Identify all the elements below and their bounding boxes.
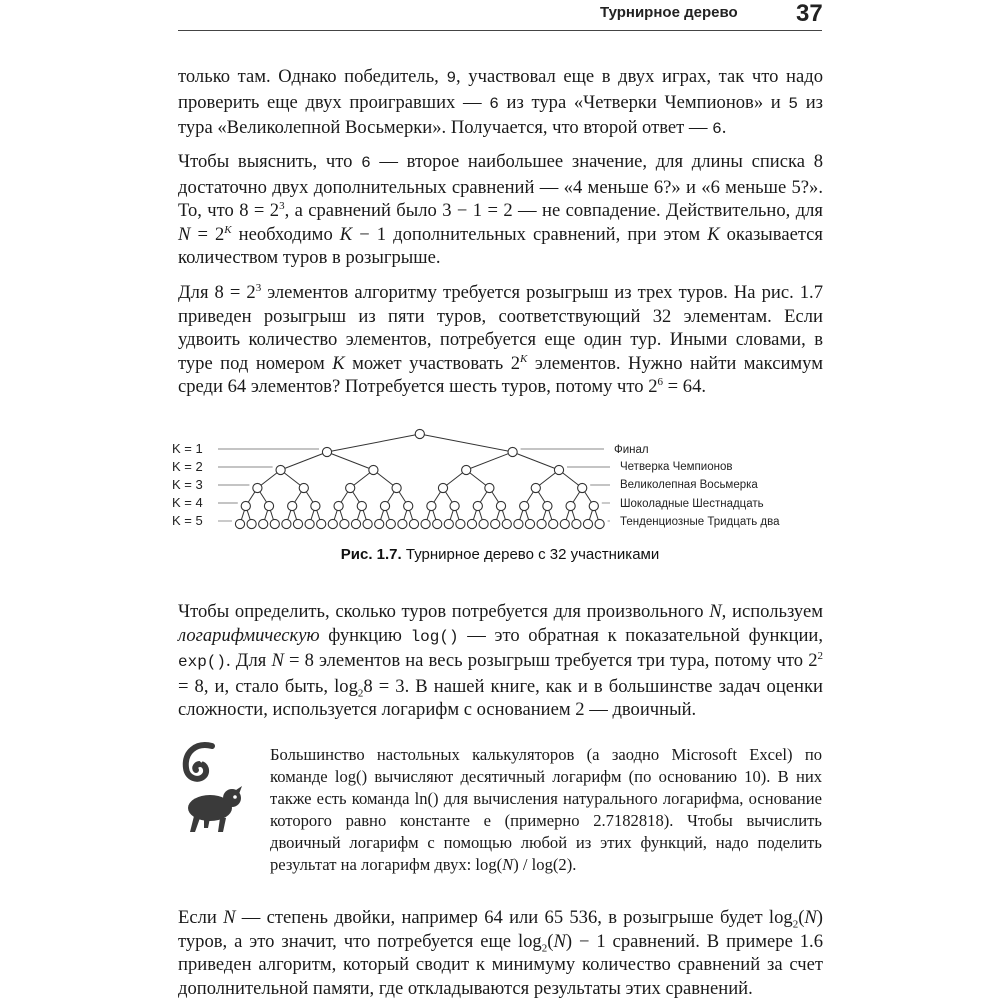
- tree-node: [328, 519, 337, 528]
- figure-caption: Рис. 1.7. Турнирное дерево с 32 участниками: [340, 546, 660, 563]
- tree-node: [543, 501, 552, 510]
- k-label: K = 4: [172, 495, 203, 510]
- tree-node: [427, 501, 436, 510]
- tree-node: [404, 501, 413, 510]
- tree-node: [247, 519, 256, 528]
- k-label: K = 2: [172, 459, 203, 474]
- tree-root-node: [415, 429, 424, 438]
- tree-node: [462, 465, 471, 474]
- tree-node: [473, 501, 482, 510]
- paragraph-2: Чтобы выяснить, что 6 — второе наибольшее значение, для длины списка 8 достаточно двух дополнительных сравнений — «4 меньше 6?» и «6 меньше 5?». То, что $8 = 2^3$, а сравнений было 3 − 1 = 2 — не совпадение. Действительно, для $N = 2^K$ необходимо K − 1 дополнительных сравнений, при этом K оказывается количеством туров в розыгрыше.: [178, 151, 823, 269]
- tree-node: [276, 465, 285, 474]
- round-label: Шоколадные Шестнадцать: [620, 498, 764, 510]
- round-label: Тенденциозные Тридцать два: [620, 516, 780, 528]
- tree-node: [467, 519, 476, 528]
- tree-node: [340, 519, 349, 528]
- paragraph-1: только там. Однако победитель, 9, участвовал еще в двух играх, так что надо проверить еще двух проигравших — 6 из тура «Четверки Чемпионов» и 5 из тура «Великолепной Восьмерки». Получается, что второй ответ — 6.: [178, 66, 824, 139]
- tree-node: [520, 501, 529, 510]
- tree-edge: [327, 434, 420, 452]
- tree-node: [235, 519, 244, 528]
- lemur-note-text: Большинство настольных калькуляторов (а заодно Microsoft Excel) по команде log() вычисляют десятичный логарифм (по основанию 10). В них также есть команда ln() для вычисления натурального логарифма, основание которого равно константе e (примерно 2.7182818). Чтобы вычислить двоичный логарифм с помощью любой из этих функций, надо поделить результат на логарифм двух: log(N) / log(2).: [270, 745, 822, 874]
- tree-node: [589, 501, 598, 510]
- lemur-note-icon: [172, 740, 244, 836]
- tree-node: [369, 465, 378, 474]
- k-label: K = 3: [172, 477, 203, 492]
- tree-node: [293, 519, 302, 528]
- tree-node: [270, 519, 279, 528]
- tree-node: [421, 519, 430, 528]
- tree-node: [346, 483, 355, 492]
- tree-node: [450, 501, 459, 510]
- paragraph-3: Для $8 = 2^3$ элементов алгоритму требуется розыгрыш из трех туров. На рис. 1.7 приведен розыгрыш из пяти туров, соответствующий 32 элементам. Если удвоить количество элементов, потребуется еще один тур. Иными словами, в туре под номером K может участвовать $2^K$ элементов. Нужно найти максимум среди 64 элементов? Потребуется шесть туров, потому что $2^6 = 64$.: [178, 281, 824, 398]
- tree-node: [288, 501, 297, 510]
- tree-edge: [513, 452, 559, 470]
- paragraph-4: Чтобы определить, сколько туров потребуется для произвольного N, используем логарифмическую функцию log() — это обратная к показательной функции, exp(). Для N = 8 элементов на весь розыгрыш требуется три тура, потому что $2^2 = 8$, и, стало быть, $\log_28 = 3$. В нашей книге, как и в большинстве задач оценки сложности, используется логарифм с основанием 2 — двоичный.: [178, 601, 823, 721]
- tree-node: [317, 519, 326, 528]
- tree-node: [259, 519, 268, 528]
- page-number: 37: [796, 0, 823, 27]
- tree-node: [398, 519, 407, 528]
- tree-node: [241, 501, 250, 510]
- tree-node: [322, 447, 331, 456]
- tree-node: [554, 465, 563, 474]
- tree-node: [282, 519, 291, 528]
- tree-node: [357, 501, 366, 510]
- tree-node: [334, 501, 343, 510]
- paragraph-5: Если N — степень двойки, например 64 или 65 536, в розыгрыше будет $\log_2(N)$ туров, а это значит, что потребуется еще $\log_2(N) - 1$ сравнений. В примере 1.6 приведен алгоритм, который сводит к минимуму количество сравнений за счет дополнительной памяти, где откладываются результаты этих сравнений.: [178, 907, 823, 999]
- tournament-tree-figure: [170, 424, 840, 534]
- tree-node: [264, 501, 273, 510]
- tree-node: [380, 501, 389, 510]
- tree-node: [409, 519, 418, 528]
- tree-node: [514, 519, 523, 528]
- k-label: K = 1: [172, 441, 203, 456]
- k-label: K = 5: [172, 513, 203, 528]
- tree-node: [456, 519, 465, 528]
- tree-node: [351, 519, 360, 528]
- tree-node: [583, 519, 592, 528]
- tree-node: [299, 483, 308, 492]
- tree-node: [311, 501, 320, 510]
- round-label: Четверка Чемпионов: [620, 461, 733, 473]
- tree-node: [537, 519, 546, 528]
- tree-node: [485, 483, 494, 492]
- tree-node: [566, 501, 575, 510]
- tree-edge: [327, 452, 373, 470]
- tree-edge: [281, 452, 327, 470]
- tree-node: [375, 519, 384, 528]
- tree-node: [549, 519, 558, 528]
- tree-node: [438, 483, 447, 492]
- tree-node: [392, 483, 401, 492]
- tree-node: [363, 519, 372, 528]
- running-header-title: Турнирное дерево: [600, 4, 738, 21]
- tree-edge: [420, 434, 513, 452]
- tree-node: [305, 519, 314, 528]
- header-rule: [178, 30, 822, 31]
- tree-node: [560, 519, 569, 528]
- tree-node: [508, 447, 517, 456]
- tree-node: [491, 519, 500, 528]
- tree-node: [433, 519, 442, 528]
- tree-node: [572, 519, 581, 528]
- tree-node: [502, 519, 511, 528]
- tree-node: [595, 519, 604, 528]
- tree-node: [386, 519, 395, 528]
- tree-node: [444, 519, 453, 528]
- tree-node: [496, 501, 505, 510]
- tree-node: [253, 483, 262, 492]
- round-label: Великолепная Восьмерка: [620, 479, 758, 491]
- round-label: Финал: [614, 444, 649, 456]
- tree-node: [525, 519, 534, 528]
- tree-edge: [466, 452, 512, 470]
- tree-node: [479, 519, 488, 528]
- tree-node: [531, 483, 540, 492]
- tree-node: [578, 483, 587, 492]
